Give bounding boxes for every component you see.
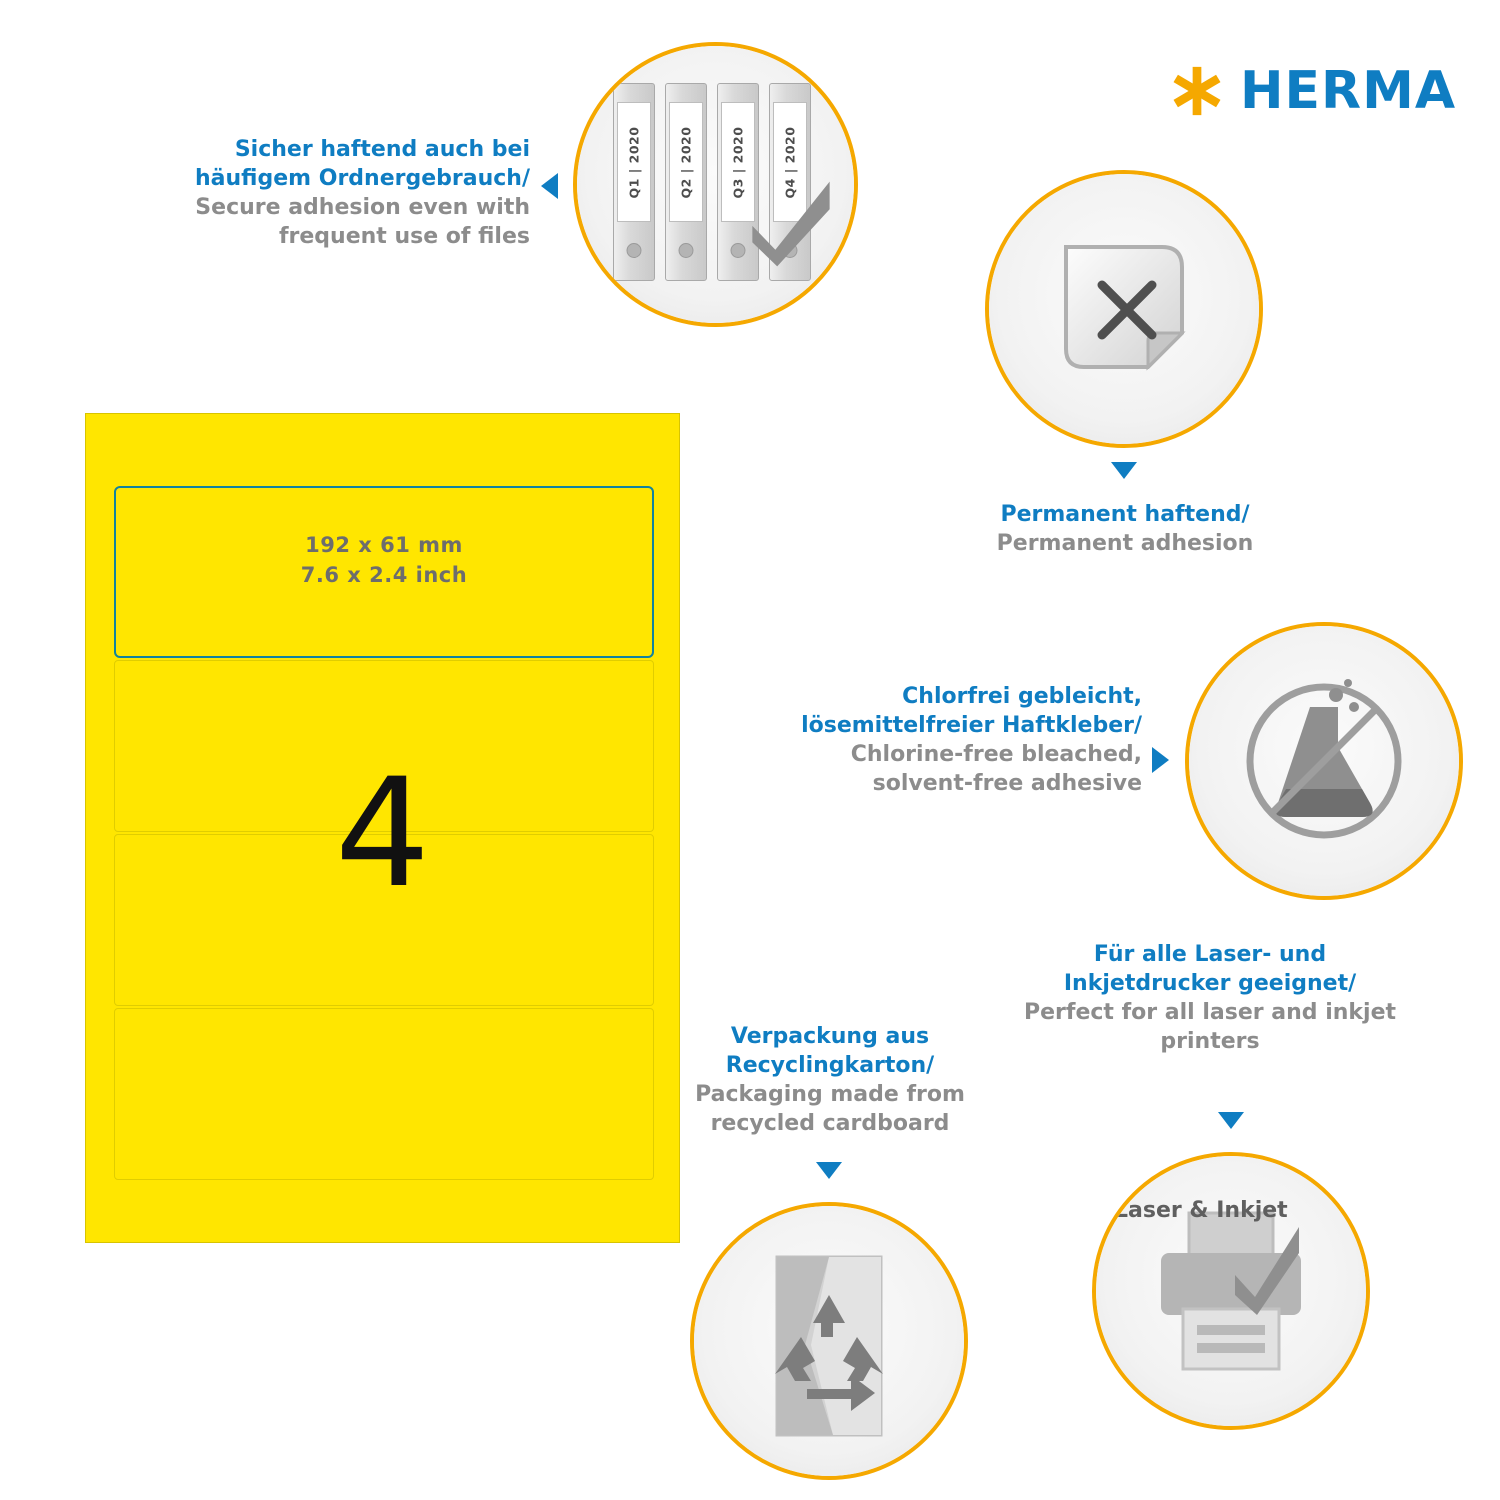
pointer-arrow-secure-adhesion bbox=[541, 173, 558, 199]
pointer-arrow-chlorine-free bbox=[1152, 747, 1169, 773]
asterisk-icon bbox=[1168, 62, 1226, 120]
binder-spine-label: Q3 | 2020 bbox=[730, 126, 746, 198]
feature-text-de: Permanent haftend/ bbox=[1000, 502, 1250, 527]
feature-icon-printer-compatible bbox=[1092, 1152, 1370, 1430]
feature-text-en: Secure adhesion even with frequent use of files bbox=[195, 195, 530, 250]
feature-text-de: Sicher haftend auch bei häufigem Ordnergebrauch/ bbox=[195, 137, 530, 192]
recycling-package-icon bbox=[694, 1206, 964, 1476]
feature-text-permanent-adhesion bbox=[930, 500, 1320, 558]
label-cell bbox=[114, 1008, 654, 1180]
feature-text-en: Permanent adhesion bbox=[996, 531, 1254, 557]
pointer-arrow-permanent-adhesion bbox=[1111, 462, 1137, 479]
binder-spine-label: Q1 | 2020 bbox=[626, 126, 642, 198]
label-cell-highlighted bbox=[114, 486, 654, 658]
label-dimensions bbox=[116, 530, 652, 591]
pointer-arrow-recycled-packaging bbox=[816, 1162, 842, 1179]
binder-hole bbox=[730, 243, 745, 258]
binder-spine-label: Q4 | 2020 bbox=[782, 126, 798, 198]
brand-name: HERMA bbox=[1240, 61, 1457, 121]
feature-text-printer-compatible bbox=[1010, 940, 1410, 1056]
check-icon bbox=[745, 178, 837, 270]
feature-icon-permanent-adhesion bbox=[985, 170, 1263, 448]
no-solvent-flask-icon bbox=[1189, 626, 1459, 896]
label-sheet bbox=[85, 413, 680, 1243]
feature-text-en: Chlorine-free bleached, solvent-free adhesive bbox=[850, 742, 1142, 797]
feature-text-en: Packaging made from recycled cardboard bbox=[695, 1082, 965, 1137]
labels-per-sheet-count: 4 bbox=[334, 747, 431, 921]
binder-files-check-icon bbox=[577, 46, 854, 323]
dimensions-mm: 192 x 61 mm bbox=[305, 533, 463, 557]
pointer-arrow-printer-compatible bbox=[1218, 1112, 1244, 1129]
printer-caption: Laser & Inkjet bbox=[1114, 1198, 1288, 1223]
binder-spine-label: Q2 | 2020 bbox=[678, 126, 694, 198]
feature-icon-recycled-packaging bbox=[690, 1202, 968, 1480]
dimensions-inch: 7.6 x 2.4 inch bbox=[300, 563, 468, 588]
feature-icon-secure-adhesion bbox=[573, 42, 858, 327]
feature-text-recycled-packaging bbox=[660, 1022, 1000, 1138]
printer-check-icon bbox=[1096, 1156, 1366, 1426]
feature-text-en: Perfect for all laser and inkjet printers bbox=[1023, 1000, 1397, 1055]
feature-text-de: Für alle Laser- und Inkjetdrucker geeignet/ bbox=[1063, 942, 1357, 997]
feature-text-chlorine-free bbox=[760, 682, 1142, 798]
feature-text-de: Verpackung aus Recyclingkarton/ bbox=[725, 1024, 935, 1079]
no-peel-label-icon bbox=[989, 174, 1259, 444]
feature-icon-chlorine-free bbox=[1185, 622, 1463, 900]
feature-text-de: Chlorfrei gebleicht, lösemittelfreier Haftkleber/ bbox=[801, 684, 1142, 739]
binder-hole bbox=[626, 243, 641, 258]
brand-logo bbox=[1168, 62, 1456, 120]
feature-text-secure-adhesion bbox=[140, 135, 530, 251]
binder-hole bbox=[678, 243, 693, 258]
